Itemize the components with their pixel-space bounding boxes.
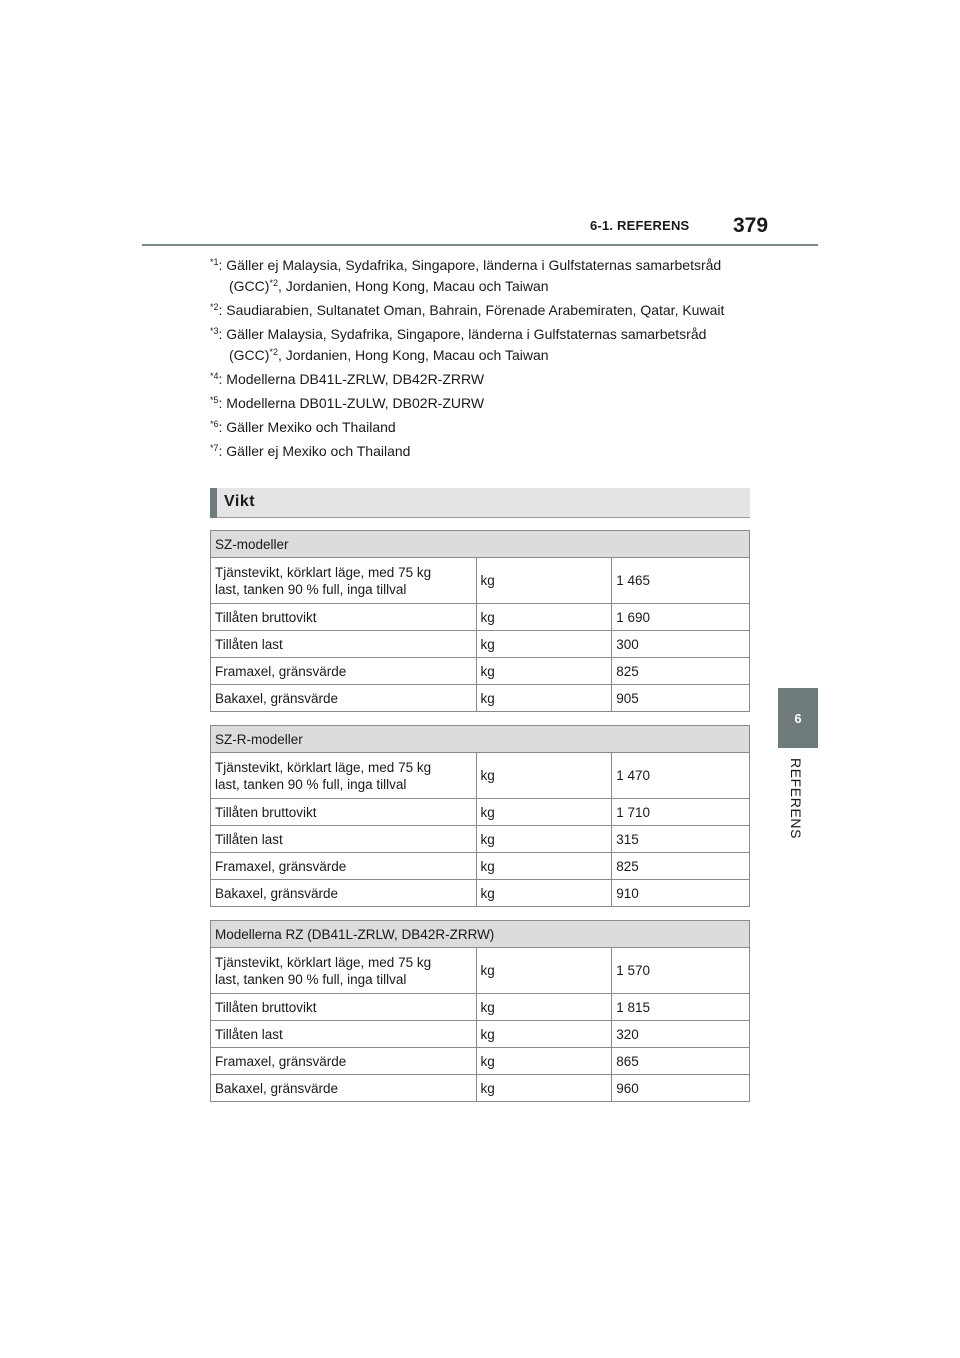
table-row bbox=[211, 948, 750, 994]
chapter-tab[interactable] bbox=[778, 688, 818, 748]
row-value: 1 690 bbox=[612, 604, 750, 631]
footnote-text: (GCC) bbox=[229, 278, 270, 294]
footnote-mark: *1 bbox=[210, 257, 219, 267]
row-value: 320 bbox=[612, 1021, 750, 1048]
footnote-mark: *7 bbox=[210, 443, 219, 453]
weight-table-sz-r bbox=[210, 725, 750, 907]
footnote-text: (GCC) bbox=[229, 347, 270, 363]
table-row bbox=[211, 880, 750, 907]
footnote-text: : Gäller ej Malaysia, Sydafrika, Singapore, länderna i Gulfstaternas samarbetsråd bbox=[218, 257, 722, 273]
table-row bbox=[211, 994, 750, 1021]
row-value: 1 465 bbox=[612, 558, 750, 604]
row-unit: kg bbox=[476, 604, 612, 631]
row-value: 1 710 bbox=[612, 799, 750, 826]
footnote-2 bbox=[210, 300, 770, 321]
footnote-mark: *3 bbox=[210, 326, 219, 336]
row-value: 960 bbox=[612, 1075, 750, 1102]
table-title: SZ-R-modeller bbox=[211, 726, 750, 753]
heading-accent bbox=[210, 488, 217, 518]
footnote-3 bbox=[210, 324, 770, 366]
row-label: Tillåten last bbox=[211, 1021, 477, 1048]
weight-table-rz bbox=[210, 920, 750, 1102]
chapter-label: REFERENS bbox=[788, 758, 804, 840]
section-heading: Vikt bbox=[224, 493, 256, 510]
footnote-text: : Modellerna DB01L-ZULW, DB02R-ZURW bbox=[218, 395, 485, 411]
row-unit: kg bbox=[476, 1021, 612, 1048]
footnote-ref: *2 bbox=[269, 278, 278, 288]
row-label: Tillåten bruttovikt bbox=[211, 994, 477, 1021]
row-unit: kg bbox=[476, 1075, 612, 1102]
row-value: 825 bbox=[612, 853, 750, 880]
chapter-number: 6 bbox=[794, 710, 802, 726]
row-label: Tillåten bruttovikt bbox=[211, 604, 477, 631]
footnote-1 bbox=[210, 255, 770, 297]
footnote-mark: *6 bbox=[210, 419, 219, 429]
footnote-text: , Jordanien, Hong Kong, Macau och Taiwan bbox=[277, 278, 549, 294]
table-row bbox=[211, 658, 750, 685]
row-label: Framaxel, gränsvärde bbox=[211, 853, 477, 880]
row-label: Framaxel, gränsvärde bbox=[211, 658, 477, 685]
row-unit: kg bbox=[476, 658, 612, 685]
row-value: 905 bbox=[612, 685, 750, 712]
row-unit: kg bbox=[476, 994, 612, 1021]
row-label: Tjänstevikt, körklart läge, med 75 kg last, tanken 90 % full, inga tillval bbox=[211, 948, 477, 994]
row-unit: kg bbox=[476, 753, 612, 799]
row-label: Tillåten bruttovikt bbox=[211, 799, 477, 826]
footnote-text: , Jordanien, Hong Kong, Macau och Taiwan bbox=[277, 347, 549, 363]
table-row bbox=[211, 631, 750, 658]
table-row bbox=[211, 826, 750, 853]
table-row bbox=[211, 685, 750, 712]
table-row bbox=[211, 853, 750, 880]
table-row bbox=[211, 604, 750, 631]
footnote-text: : Gäller Mexiko och Thailand bbox=[218, 419, 396, 435]
weight-table-sz bbox=[210, 530, 750, 712]
row-value: 1 570 bbox=[612, 948, 750, 994]
row-unit: kg bbox=[476, 948, 612, 994]
footnote-mark: *5 bbox=[210, 395, 219, 405]
footnote-mark: *4 bbox=[210, 371, 219, 381]
row-unit: kg bbox=[476, 685, 612, 712]
row-value: 1 470 bbox=[612, 753, 750, 799]
table-row bbox=[211, 1048, 750, 1075]
row-label: Tjänstevikt, körklart läge, med 75 kg last, tanken 90 % full, inga tillval bbox=[211, 753, 477, 799]
row-value: 825 bbox=[612, 658, 750, 685]
row-label: Bakaxel, gränsvärde bbox=[211, 685, 477, 712]
footnote-text: : Gäller ej Mexiko och Thailand bbox=[218, 443, 411, 459]
header-divider bbox=[142, 244, 818, 246]
footnote-ref: *2 bbox=[269, 347, 278, 357]
footnote-text: : Modellerna DB41L-ZRLW, DB42R-ZRRW bbox=[218, 371, 485, 387]
table-row bbox=[211, 753, 750, 799]
table-row bbox=[211, 1075, 750, 1102]
row-unit: kg bbox=[476, 853, 612, 880]
row-value: 1 815 bbox=[612, 994, 750, 1021]
footnote-7 bbox=[210, 441, 770, 462]
row-value: 315 bbox=[612, 826, 750, 853]
footnotes bbox=[210, 255, 770, 465]
row-value: 910 bbox=[612, 880, 750, 907]
table-row bbox=[211, 799, 750, 826]
footnote-4 bbox=[210, 369, 770, 390]
footnote-6 bbox=[210, 417, 770, 438]
row-unit: kg bbox=[476, 558, 612, 604]
row-label: Bakaxel, gränsvärde bbox=[211, 880, 477, 907]
section-title: 6-1. REFERENS bbox=[590, 218, 690, 233]
footnote-text: : Gäller Malaysia, Sydafrika, Singapore, länderna i Gulfstaternas samarbetsråd bbox=[218, 326, 707, 342]
row-value: 865 bbox=[612, 1048, 750, 1075]
row-unit: kg bbox=[476, 631, 612, 658]
row-unit: kg bbox=[476, 826, 612, 853]
row-label: Tjänstevikt, körklart läge, med 75 kg last, tanken 90 % full, inga tillval bbox=[211, 558, 477, 604]
row-label: Framaxel, gränsvärde bbox=[211, 1048, 477, 1075]
row-unit: kg bbox=[476, 880, 612, 907]
row-label: Tillåten last bbox=[211, 631, 477, 658]
row-unit: kg bbox=[476, 1048, 612, 1075]
footnote-5 bbox=[210, 393, 770, 414]
section-heading-bar bbox=[210, 488, 750, 518]
row-label: Bakaxel, gränsvärde bbox=[211, 1075, 477, 1102]
footnote-mark: *2 bbox=[210, 302, 219, 312]
footnote-text: : Saudiarabien, Sultanatet Oman, Bahrain, Förenade Arabemiraten, Qatar, Kuwait bbox=[218, 302, 725, 318]
row-unit: kg bbox=[476, 799, 612, 826]
table-title: Modellerna RZ (DB41L-ZRLW, DB42R-ZRRW) bbox=[211, 921, 750, 948]
table-row bbox=[211, 1021, 750, 1048]
row-value: 300 bbox=[612, 631, 750, 658]
row-label: Tillåten last bbox=[211, 826, 477, 853]
page-number: 379 bbox=[733, 214, 769, 237]
table-row bbox=[211, 558, 750, 604]
table-title: SZ-modeller bbox=[211, 531, 750, 558]
